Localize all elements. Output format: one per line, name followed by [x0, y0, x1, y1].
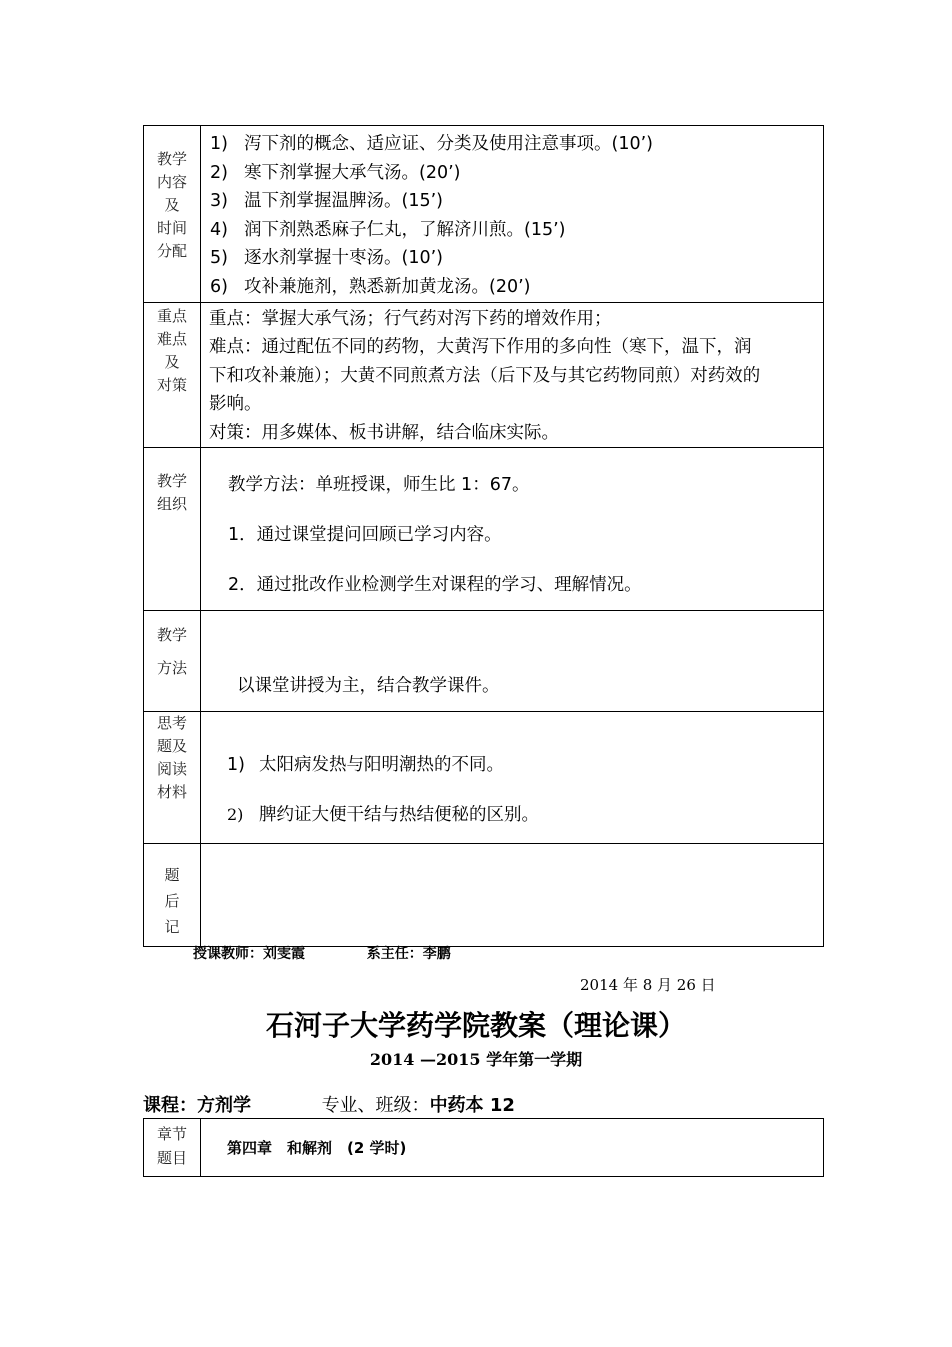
content-label — [144, 126, 201, 303]
key-points-cell — [201, 302, 824, 448]
question-item: 2) 脾约证大便干结与热结便秘的区别。 — [227, 805, 539, 826]
major-label: 专业、班级： — [321, 1095, 430, 1116]
signature-line — [193, 943, 451, 963]
label-line: 教学 — [156, 626, 187, 645]
method-row — [144, 611, 824, 712]
content-item: 3) 温下剂掌握温脾汤。(15’) — [210, 191, 443, 212]
label-line: 题 — [164, 866, 180, 885]
method-cell — [201, 611, 824, 712]
question-item: 1) 太阳病发热与阳明潮热的不同。 — [227, 755, 504, 776]
course-label: 课程： — [143, 1095, 197, 1116]
key-points-label — [144, 302, 201, 448]
chapter-cell — [201, 1119, 824, 1177]
chapter-table — [143, 1118, 824, 1177]
label-line: 内容 — [156, 173, 187, 191]
content-cell — [201, 126, 824, 303]
organization-label — [144, 448, 201, 611]
label-line: 及 — [164, 352, 180, 371]
content-item: 1) 泻下剂的概念、适应证、分类及使用注意事项。(10’) — [210, 134, 653, 154]
label-line: 章节 — [156, 1125, 187, 1143]
organization-line: 教学方法：单班授课，师生比 1：67。 — [228, 475, 530, 496]
afterword-row — [144, 844, 824, 947]
label-line: 分配 — [156, 242, 187, 260]
organization-line: 1．通过课堂提问回顾已学习内容。 — [228, 525, 502, 546]
label-line: 教学 — [156, 472, 187, 491]
label-line: 难点 — [156, 329, 187, 348]
course-value: 方剂学 — [197, 1095, 251, 1116]
questions-cell — [201, 712, 824, 844]
content-item: 4) 润下剂熟悉麻子仁丸，了解济川煎。(15’) — [210, 219, 566, 240]
key-point-line: 下和攻补兼施）；大黄不同煎煮方法（后下及与其它药物同煎）对药效的 — [209, 365, 761, 386]
key-point-line: 影响。 — [209, 394, 262, 415]
semester-subtitle: 2014 —2015 学年第一学期 — [369, 1050, 583, 1069]
label-line: 及 — [164, 196, 180, 214]
afterword-label — [144, 844, 201, 947]
label-line: 材料 — [156, 783, 187, 802]
lesson-plan-table — [143, 125, 824, 947]
chapter-label — [144, 1119, 201, 1177]
label-line: 对策 — [156, 375, 187, 394]
label-line: 思考 — [156, 714, 187, 733]
label-line: 阅读 — [156, 760, 187, 779]
content-item: 6) 攻补兼施剂，熟悉新加黄龙汤。(20’) — [210, 276, 531, 297]
key-point-line: 重点：掌握大承气汤；行气药对泻下药的增效作用； — [209, 308, 612, 329]
chapter-row — [144, 1119, 824, 1177]
method-label — [144, 611, 201, 712]
organization-row — [144, 448, 824, 611]
organization-cell — [201, 448, 824, 611]
label-line: 教学 — [156, 150, 187, 168]
label-line: 记 — [164, 918, 180, 937]
questions-row — [144, 712, 824, 844]
content-item: 5) 逐水剂掌握十枣汤。(10’) — [210, 248, 443, 269]
questions-label — [144, 712, 201, 844]
page-title: 石河子大学药学院教案（理论课） — [265, 1009, 686, 1042]
method-text: 以课堂讲授为主，结合教学课件。 — [237, 676, 500, 697]
director-signature: 系主任：李鹏 — [366, 946, 451, 962]
label-line: 时间 — [156, 219, 187, 237]
afterword-cell — [201, 844, 824, 947]
content-row — [144, 126, 824, 303]
course-info-line — [143, 1091, 515, 1117]
label-line: 题及 — [156, 737, 187, 756]
teacher-signature: 授课教师：刘雯霞 — [193, 946, 305, 962]
major-value: 中药本 12 — [429, 1095, 515, 1116]
organization-line: 2．通过批改作业检测学生对课程的学习、理解情况。 — [228, 575, 642, 596]
label-line: 重点 — [156, 306, 187, 325]
key-points-row — [144, 302, 824, 448]
key-point-line: 难点：通过配伍不同的药物，大黄泻下作用的多向性（寒下，温下，润 — [209, 337, 752, 358]
label-line: 方法 — [156, 659, 187, 678]
plan-date: 2014 年 8 月 26 日 — [580, 976, 716, 994]
label-line: 后 — [164, 892, 180, 911]
key-point-line: 对策：用多媒体、板书讲解，结合临床实际。 — [209, 422, 559, 443]
chapter-title: 第四章 和解剂 (2 学时) — [227, 1139, 407, 1157]
content-item: 2) 寒下剂掌握大承气汤。(20’) — [210, 162, 461, 183]
label-line: 组织 — [156, 495, 187, 514]
label-line: 题目 — [156, 1149, 187, 1167]
